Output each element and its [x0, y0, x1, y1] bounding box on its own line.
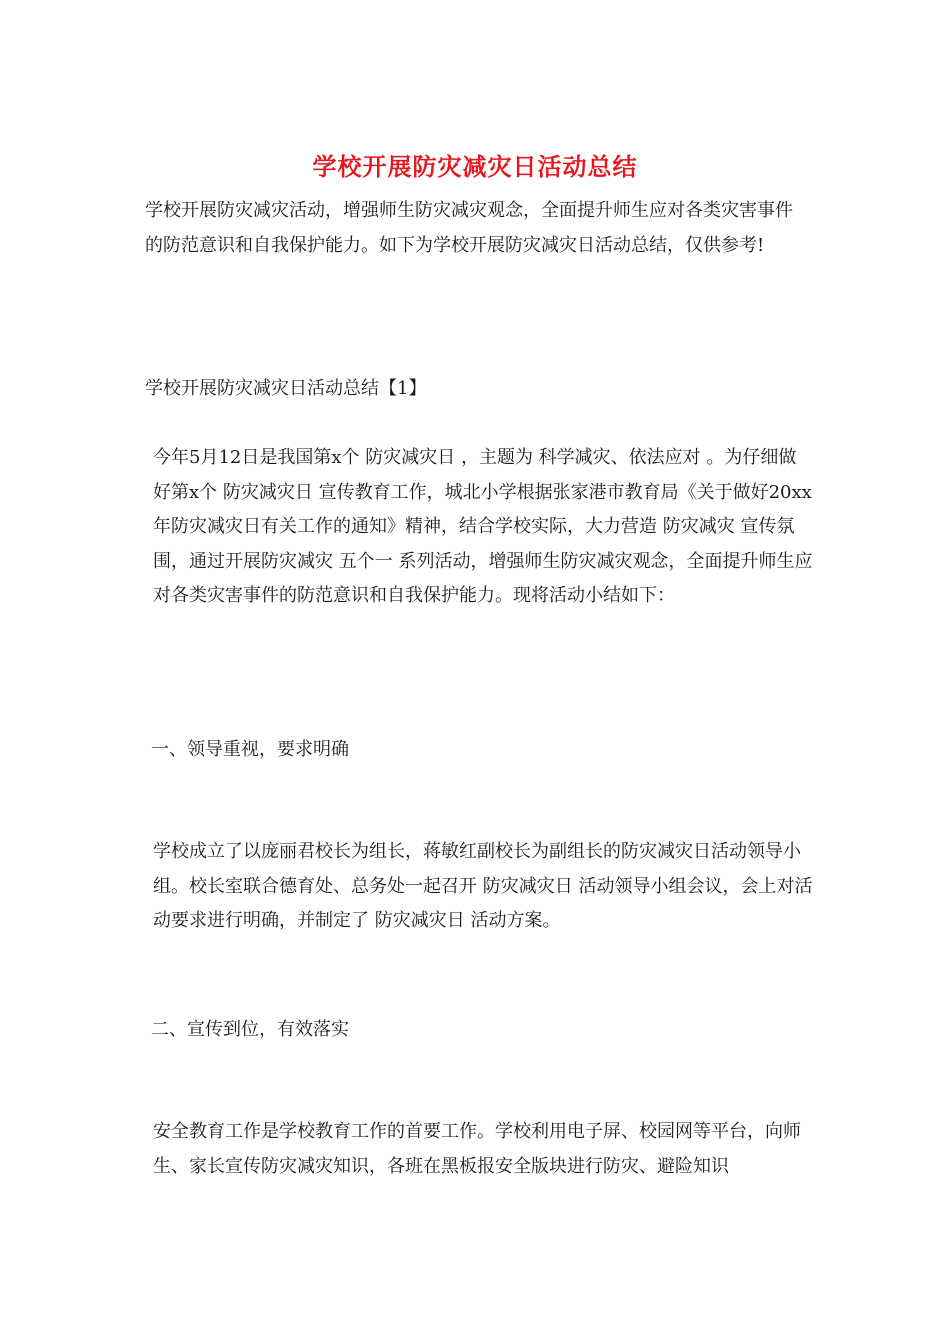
section-heading-1: 一、领导重视，要求明确	[151, 739, 349, 760]
document-title: 学校开展防灾减灾日活动总结	[312, 152, 638, 181]
body-paragraph-1: 今年5月12日是我国第x个 防灾减灾日 ，主题为 科学减灾、依法应对 。为仔细做好第x个 防灾减灾日 宣传教育工作，城北小学根据张家港市教育局《关于做好20xx年防灾减灾日有关工作的通知》精神，结合学校实际，大力营造 防灾减灾 宣传氛围，通过开展防灾减灾 五个一 系列活动，增强师生防灾减灾观念，全面提升师生应对各类灾害事件的防范意识和自我保护能力。现将活动小结如下：	[153, 447, 813, 606]
section-title: 学校开展防灾减灾日活动总结【1】	[145, 378, 427, 399]
intro-paragraph: 学校开展防灾减灾活动，增强师生防灾减灾观念，全面提升师生应对各类灾害事件的防范意识和自我保护能力。如下为学校开展防灾减灾日活动总结，仅供参考!	[145, 200, 793, 256]
body-paragraph-2: 学校成立了以庞丽君校长为组长，蒋敏红副校长为副组长的防灾减灾日活动领导小组。校长室联合德育处、总务处一起召开 防灾减灾日 活动领导小组会议，会上对活动要求进行明确，并制定了 防灾减灾日 活动方案。	[153, 841, 813, 931]
section-heading-2: 二、宣传到位，有效落实	[151, 1019, 349, 1040]
body-paragraph-3: 安全教育工作是学校教育工作的首要工作。学校利用电子屏、校园网等平台，向师生、家长宣传防灾减灾知识，各班在黑板报安全版块进行防灾、避险知识	[153, 1121, 801, 1177]
